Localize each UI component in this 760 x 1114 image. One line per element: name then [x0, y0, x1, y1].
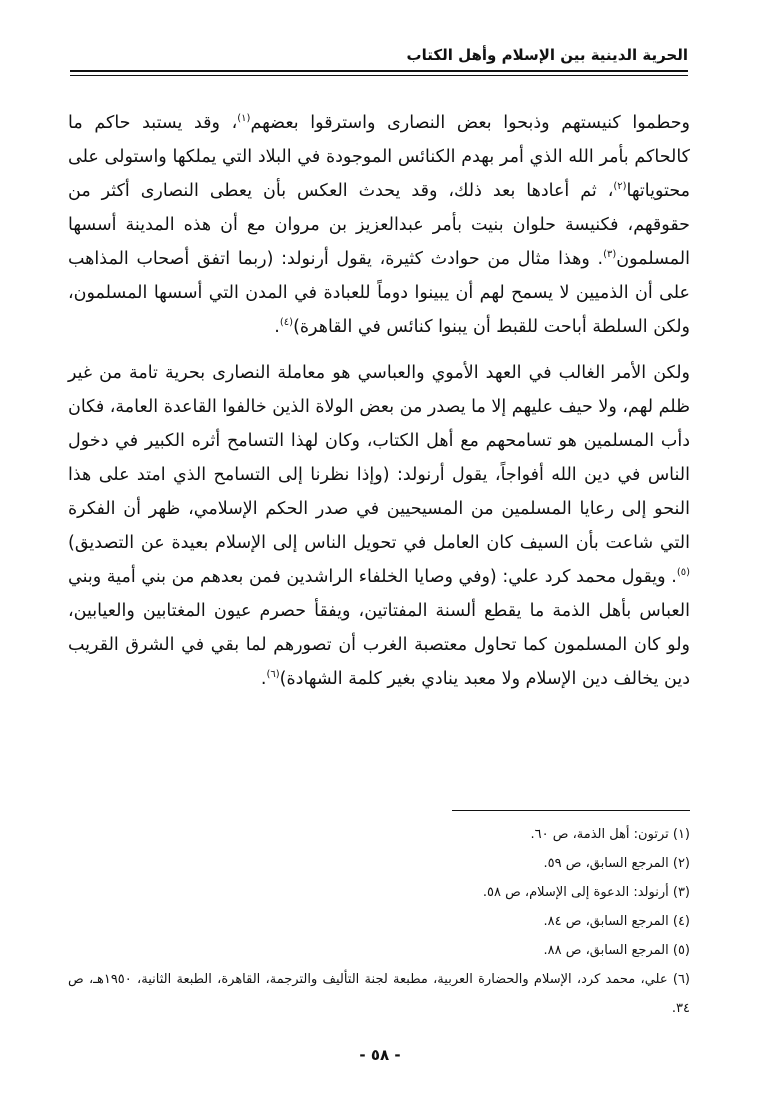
text-segment: .: [260, 669, 267, 689]
text-segment: .: [274, 317, 280, 337]
body-text: [68, 106, 690, 696]
text-segment: وحطموا كنيستهم وذبحوا بعض النصارى واسترقوا بعضهم: [250, 113, 690, 133]
footnote-ref-2: (٢): [613, 181, 627, 193]
page-number: - ٥٨ -: [359, 1046, 401, 1064]
footnote-ref-6: (٦): [266, 669, 280, 681]
running-header: الحرية الدينية بين الإسلام وأهل الكتاب: [406, 46, 688, 64]
footnote-ref-3: (٣): [603, 249, 617, 261]
footnote-separator: [452, 810, 690, 811]
paragraph-2: [68, 356, 690, 696]
footnote-ref-5: (٥): [676, 567, 690, 579]
text-segment: . وهذا مثال من حوادث كثيرة، يقول أرنولد: (ربما اتفق أصحاب المذاهب على أن الذميين لا يسمح لهم أن يبينوا دوماً للعبادة في المدن التي أسسها المسلمون، ولكن السلطة أباحت للقبط أن يبنوا كنائس في القاهرة): [68, 249, 690, 337]
footnote-5: (٥) المرجع السابق، ص ٨٨.: [543, 943, 690, 958]
text-segment: . ويقول محمد كرد علي: (وفي وصايا الخلفاء الراشدين فمن بعدهم من بني أمية وبني العباس بأهل الذمة ما يقطع ألسنة المفتاتين، ويفقأ حصرم عيون المغتابين والعيابين، ولو كان المسلمون كما تحاول معتصبة الغرب أن تصورهم لما بقي في الشرق القريب دين يخالف دين الإسلام ولا معبد ينادي بغير كلمة الشهادة): [68, 567, 690, 689]
header-rule: [70, 70, 688, 72]
footnote-3: (٣) أرنولد: الدعوة إلى الإسلام، ص ٥٨.: [482, 885, 690, 900]
text-segment: ، ثم أعادها بعد ذلك، وقد يحدث العكس بأن يعطى النصارى أكثر من حقوقهم، فكنيسة حلوان بنيت بأمر عبدالعزيز بن مروان مع أن هذه المدينة أسسها المسلمون: [68, 181, 690, 269]
text-segment: ولكن الأمر الغالب في العهد الأموي والعباسي هو معاملة النصارى بحرية تامة من غير ظلم لهم، ولا حيف عليهم إلا ما يصدر من بعض الولاة الذين خالفوا القاعدة العامة، فكان دأب المسلمين هو تسامحهم مع أهل الكتاب، وكان لهذا التسامح أثره الكبير في دخول الناس في دين الله أفواجاً، يقول أرنولد: (وإذا نظرنا إلى التسامح الذي امتد على هذا النحو إلى رعايا المسلمين من المسيحيين في صدر الحكم الإسلامي، ظهر أن الفكرة التي شاعت بأن السيف كان العامل في تحويل الناس إلى الإسلام بعيدة عن التصديق): [67, 363, 690, 553]
footnote-ref-4: (٤): [279, 317, 294, 329]
footnotes: [68, 820, 690, 1023]
text-segment: ، وقد يستبد حاكم ما كالحاكم بأمر الله الذي أمر بهدم الكنائس الموجودة في البلاد التي يملكها واستولى على محتوياتها: [68, 113, 690, 201]
footnote-6: (٦) علي، محمد كرد، الإسلام والحضارة العربية، مطبعة لجنة التأليف والترجمة، القاهرة، الطبعة الثانية، ١٩٥٠هـ، ص ٣٤.: [68, 972, 690, 1016]
footnote-ref-1: (١): [237, 113, 251, 125]
paragraph-1: [68, 106, 690, 344]
footnote-2: (٢) المرجع السابق، ص ٥٩.: [543, 856, 690, 871]
footnote-4: (٤) المرجع السابق، ص ٨٤.: [543, 914, 690, 929]
header-rule-thin: [70, 75, 688, 76]
footnote-1: (١) ترتون: أهل الذمة، ص ٦٠.: [530, 827, 690, 842]
